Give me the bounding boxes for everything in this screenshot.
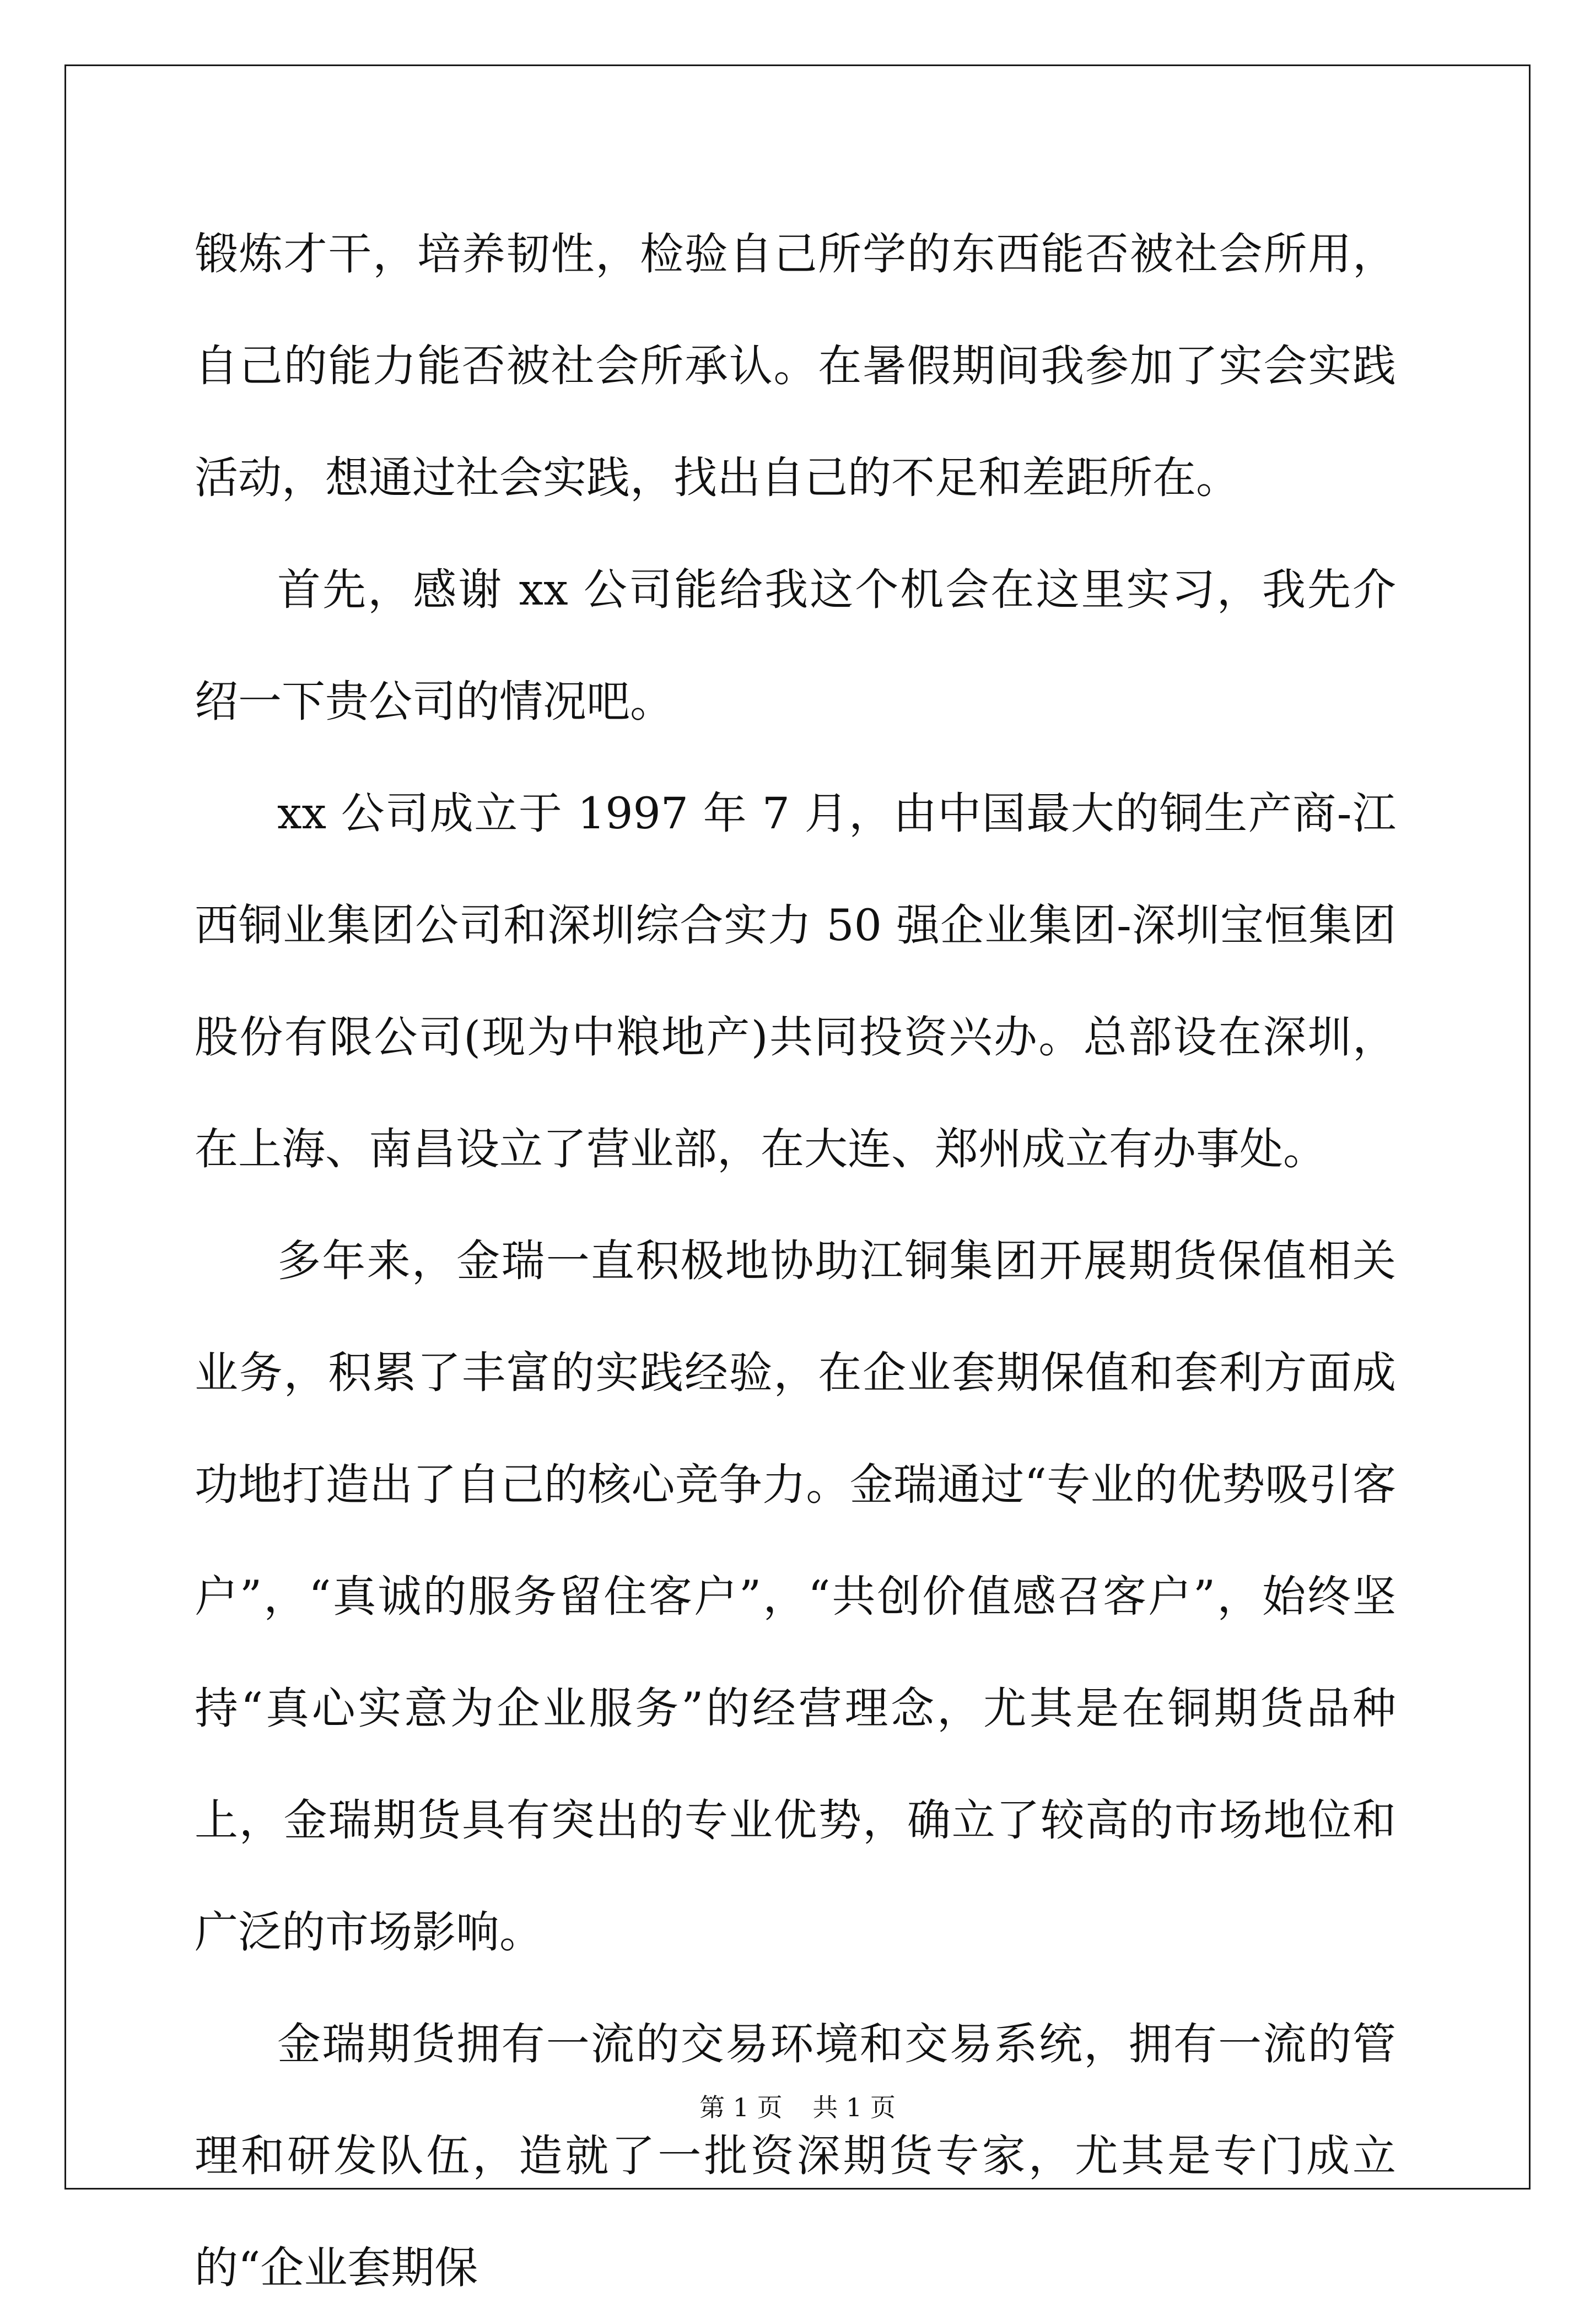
page-footer (0, 2088, 1595, 2124)
paragraph-4: 多年来，金瑞一直积极地协助江铜集团开展期货保值相关业务，积累了丰富的实践经验，在企业套期保值和套利方面成功地打造出了自己的核心竞争力。金瑞通过“专业的优势吸引客户”，“真诚的服务留住客户”，“共创价值感召客户”，始终坚持“真心实意为企业服务”的经营理念，尤其是在铜期货品种上，金瑞期货具有突出的专业优势，确立了较高的市场地位和广泛的市场影响。 (195, 1236, 1396, 1958)
paragraph-2: 首先，感谢 xx 公司能给我这个机会在这里实习，我先介绍一下贵公司的情况吧。 (195, 564, 1396, 727)
page-number: 第 1 页 (699, 2093, 783, 2122)
paragraph-5: 金瑞期货拥有一流的交易环境和交易系统，拥有一流的管理和研发队伍，造就了一批资深期货专家，尤其是专门成立的“企业套期保 (195, 2019, 1396, 2293)
document-body (195, 198, 1396, 2324)
page-total: 共 1 页 (812, 2093, 896, 2122)
paragraph-3: xx 公司成立于 1997 年 7 月，由中国最大的铜生产商-江西铜业集团公司和深圳综合实力 50 强企业集团-深圳宝恒集团股份有限公司(现为中粮地产)共同投资兴办。总部设在深圳，在上海、南昌设立了营业部，在大连、郑州成立有办事处。 (195, 788, 1396, 1174)
paragraph-1: 锻炼才干，培养韧性，检验自己所学的东西能否被社会所用，自己的能力能否被社会所承认。在暑假期间我参加了实会实践活动，想通过社会实践，找出自己的不足和差距所在。 (195, 229, 1396, 503)
